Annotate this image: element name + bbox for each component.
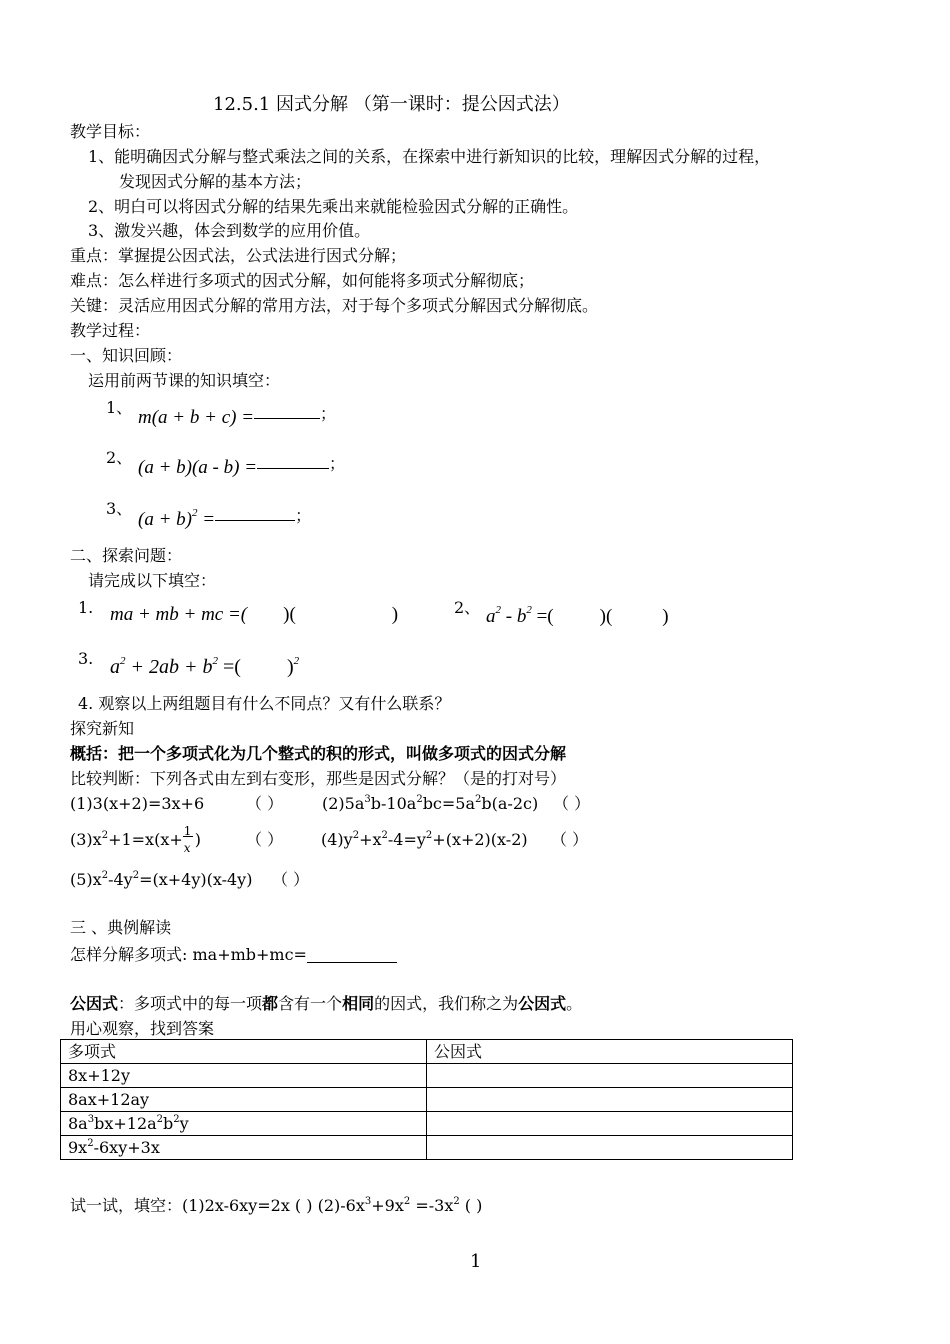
- factor-table: [60, 1039, 793, 1160]
- table-cell-polynomial: 8x+12y: [61, 1064, 427, 1088]
- review-q3-expr: $(a + b)^2 = ^;$: [138, 507, 312, 530]
- difficulty: 难点：怎么样进行多项式的因式分解，如何能将多项式分解彻底；: [70, 271, 535, 290]
- explore-q4: 4. 观察以上两组题目有什么不同点？又有什么联系？: [78, 694, 451, 713]
- observe-prompt: 用心观察，找到答案: [70, 1019, 215, 1038]
- summary: 概括：把一个多项式化为几个整式的积的形式，叫做多项式的因式分解: [70, 744, 567, 763]
- table-cell-polynomial: $9x^2-6xy+3x$: [61, 1136, 427, 1160]
- judge-paren-2: （ ）: [553, 794, 591, 813]
- try-exercise: 试一试，填空：(1)2x-6xy=2x ( ) $(2)-6x^3+9x^2 =-3x^2$ ( ): [70, 1196, 483, 1215]
- review-q1-num: 1、: [106, 398, 133, 417]
- explore-p3-num: 3.: [78, 649, 94, 668]
- objective-1-cont: 发现因式分解的基本方法；: [119, 172, 312, 191]
- table-row: [61, 1136, 793, 1160]
- table-cell-polynomial: $8a^3bx+12a^2b^2y$: [61, 1112, 427, 1136]
- explore-intro: 请完成以下填空：: [88, 571, 217, 590]
- table-header: 公因式: [427, 1040, 793, 1064]
- judge-prompt: 比较判断：下列各式由左到右变形，那些是因式分解？（是的打对号）: [70, 769, 567, 788]
- examples-heading: 三 、典例解读: [70, 918, 172, 937]
- explore-p1-expr: ma + mb + mc =( )( ): [110, 604, 399, 625]
- review-q3-num: 3、: [106, 499, 133, 518]
- judge-expr-5: $(5)x^2-4y^2=(x+4y)(x-4y)$: [70, 870, 253, 889]
- table-row: [61, 1112, 793, 1136]
- common-factor-definition: 公因式：多项式中的每一项都含有一个相同的因式，我们称之为公因式。: [70, 994, 583, 1013]
- review-q1-expr: m(a + b + c) = ；: [138, 406, 337, 428]
- judge-expr-3: $(3)x^2+1=x(x+$ $\frac{1}{x}$ ): [70, 824, 201, 855]
- judge-paren-4: （ ）: [551, 830, 589, 849]
- table-row: [61, 1088, 793, 1112]
- key-point: 重点：掌握提公因式法，公式法进行因式分解；: [70, 246, 407, 265]
- table-cell-answer[interactable]: [427, 1112, 793, 1136]
- explore-p2-expr: $a^2 - b^2$ =( )( ): [486, 604, 669, 627]
- table-row: [61, 1064, 793, 1088]
- process-heading: 教学过程：: [70, 321, 151, 340]
- explore-p1-num: 1.: [78, 598, 94, 617]
- judge-expr-1: (1)3(x+2)=3x+6: [70, 794, 205, 813]
- review-q2-expr: (a + b)(a - b) = ；: [138, 456, 346, 478]
- explore-p3-expr: $a^2 + 2ab + b^2$ =( )$^2$: [110, 655, 300, 678]
- table-cell-answer[interactable]: [427, 1064, 793, 1088]
- objective-2: 2、明白可以将因式分解的结果先乘出来就能检验因式分解的正确性。: [88, 197, 579, 216]
- new-knowledge: 探究新知: [70, 719, 135, 738]
- objectives-heading: 教学目标：: [70, 122, 151, 141]
- key: 关键：灵活应用因式分解的常用方法，对于每个多项式分解因式分解彻底。: [70, 296, 599, 315]
- table-cell-polynomial: 8ax+12ay: [61, 1088, 427, 1112]
- review-q2-num: 2、: [106, 448, 133, 467]
- examples-question: 怎样分解多项式: ma+mb+mc=: [70, 945, 397, 965]
- table-cell-answer[interactable]: [427, 1136, 793, 1160]
- table-cell-answer[interactable]: [427, 1088, 793, 1112]
- objective-1: 1、能明确因式分解与整式乘法之间的关系，在探索中进行新知识的比较，理解因式分解的过程，: [88, 147, 771, 166]
- judge-paren-1: （ ）: [246, 794, 284, 813]
- objective-3: 3、激发兴趣，体会到数学的应用价值。: [88, 221, 371, 240]
- judge-paren-3: （ ）: [246, 830, 284, 849]
- table-header: 多项式: [61, 1040, 427, 1064]
- explore-heading: 二、探索问题：: [70, 546, 183, 565]
- table-header-row: [61, 1040, 793, 1064]
- judge-expr-2: $(2)5a^3b-10a^2bc=5a^2b(a-2c)$: [322, 794, 539, 813]
- page-title: 12.5.1 因式分解 （第一课时：提公因式法）: [213, 94, 570, 115]
- review-heading: 一、知识回顾：: [70, 346, 183, 365]
- page-number: 1: [470, 1251, 482, 1272]
- judge-expr-4: $(4)y^2+x^2-4=y^2+(x+2)(x-2)$: [321, 830, 528, 849]
- explore-p2-num: 2、: [454, 598, 481, 617]
- judge-paren-5: （ ）: [272, 870, 310, 889]
- review-intro: 运用前两节课的知识填空：: [88, 371, 281, 390]
- fraction-1-over-x: $\frac{1}{x}$: [183, 824, 192, 855]
